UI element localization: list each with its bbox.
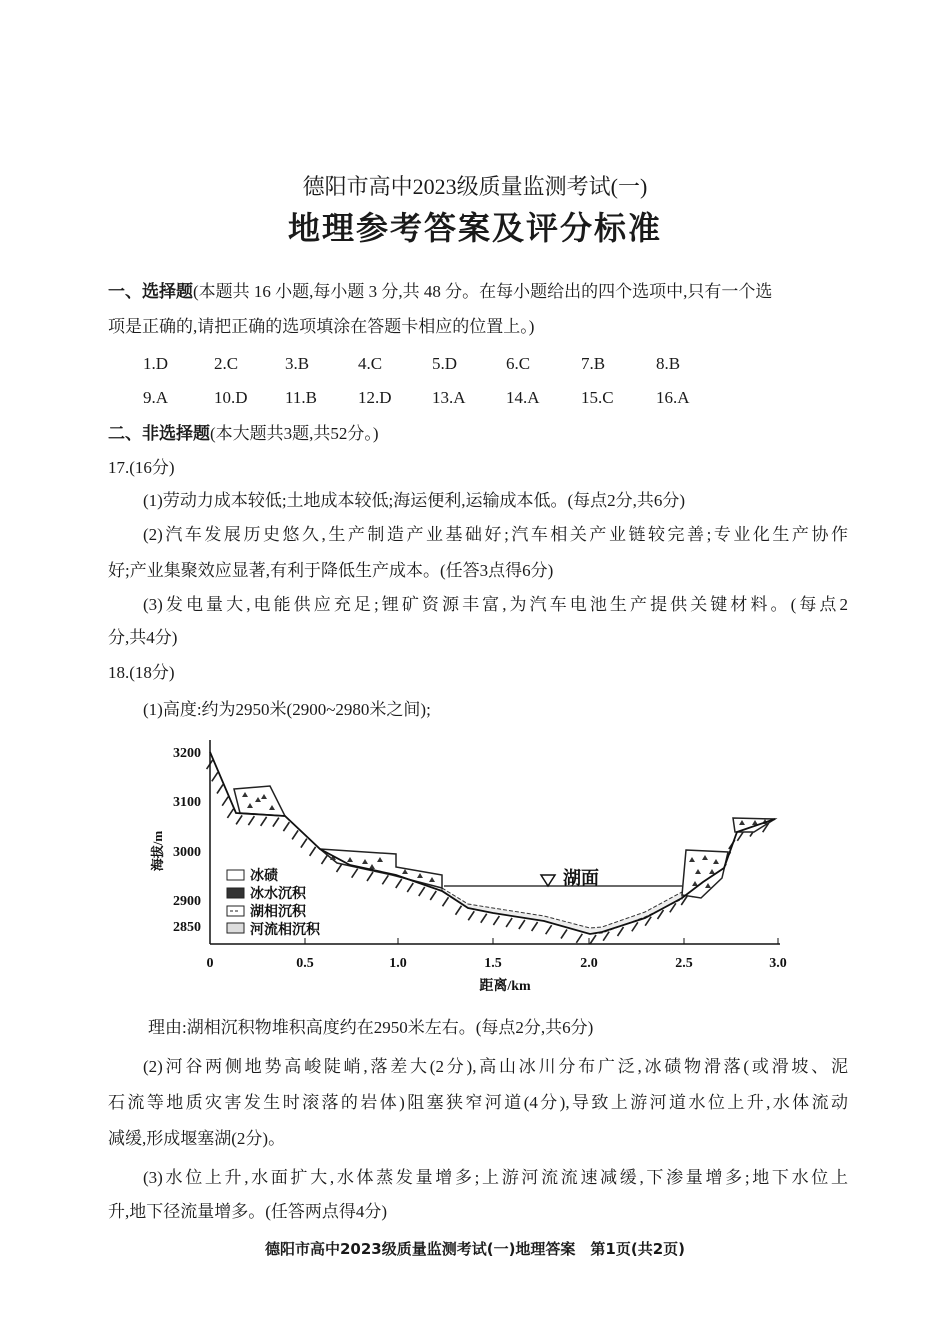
- answer-item: 5.D: [432, 354, 458, 373]
- page-footer: 德阳市高中2023级质量监测考试(一)地理答案 第1页(共2页): [264, 1240, 686, 1258]
- water-level-icon: [541, 875, 555, 886]
- q17-part2-line1: (2)汽车发展历史悠久,生产制造产业基础好;汽车相关产业链较完善;专业化生产协作: [143, 525, 848, 544]
- q17-part3-line2: 分,共4分): [108, 628, 178, 647]
- q17-part3-line1: (3)发电量大,电能供应充足;锂矿资源丰富,为汽车电池生产提供关键材料。(每点2: [143, 595, 848, 614]
- answer-item: 15.C: [581, 388, 614, 407]
- answer-item: 3.B: [285, 354, 310, 373]
- y-ticks: [173, 746, 201, 935]
- x-axis-label: 距离/km: [479, 979, 531, 994]
- section1-heading: 一、选择题: [108, 282, 193, 302]
- legend-swatch-fluvial: [227, 923, 244, 933]
- section1-line1: [108, 281, 772, 303]
- q18-part2-line3: 减缓,形成堰塞湖(2分)。: [108, 1129, 286, 1148]
- y-tick-label: 2900: [173, 894, 201, 909]
- bedrock-hatching: [207, 760, 769, 944]
- section2-desc: (本大题共3题,共52分。): [210, 424, 379, 443]
- answer-item: 7.B: [581, 354, 606, 373]
- legend-label: 冰水沉积: [250, 887, 306, 902]
- answer-item: 12.D: [358, 388, 392, 407]
- section1-desc: (本题共 16 小题,每小题 3 分,共 48 分。在每小题给出的四个选项中,只有一个选: [193, 282, 773, 301]
- y-tick-label: 3100: [173, 795, 201, 810]
- legend-label: 冰碛: [250, 869, 278, 884]
- q18-part2-line2: 石流等地质灾害发生时滚落的岩体)阻塞狭窄河道(4分),导致上游河道水位上升,水体流动: [108, 1093, 848, 1112]
- x-tick-label: 2.5: [675, 956, 693, 971]
- answer-item: 16.A: [656, 388, 690, 407]
- x-tick-label: 0: [206, 956, 214, 971]
- legend-label: 河流相沉积: [250, 923, 320, 938]
- q17-part1: (1)劳动力成本较低;土地成本较低;海运便利,运输成本低。(每点2分,共6分): [143, 491, 686, 510]
- answer-item: 4.C: [358, 354, 383, 373]
- answer-item: 8.B: [656, 354, 681, 373]
- y-tick-label: 2850: [173, 920, 201, 935]
- legend-swatch-moraine: [227, 870, 244, 880]
- q17-title: 17.(16分): [108, 458, 175, 477]
- answer-item: 9.A: [143, 388, 169, 407]
- q18-part2-line1: (2)河谷两侧地势高峻陡峭,落差大(2分),高山冰川分布广泛,冰碛物滑落(或滑坡、泥: [143, 1057, 848, 1076]
- x-tick-label: 1.5: [484, 956, 502, 971]
- q17-part2-line2: 好;产业集聚效应显著,有利于降低生产成本。(任答3点得6分): [108, 561, 554, 580]
- x-tick-label: 1.0: [389, 956, 407, 971]
- q18-part3-line1: (3)水位上升,水面扩大,水体蒸发量增多;上游河流流速减缓,下渗量增多;地下水位上: [143, 1168, 848, 1187]
- answer-item: 6.C: [506, 354, 531, 373]
- exam-title: 德阳市高中2023级质量监测考试(一): [302, 174, 648, 199]
- x-tick-label: 3.0: [769, 956, 787, 971]
- document-title: 地理参考答案及评分标准: [287, 209, 662, 247]
- x-ticks: [207, 938, 787, 971]
- section2-line: [108, 423, 379, 445]
- x-tick-label: 2.0: [580, 956, 598, 971]
- legend-swatch-glaciofluvial: [227, 888, 244, 898]
- answer-item: 13.A: [432, 388, 466, 407]
- q18-title: 18.(18分): [108, 663, 175, 682]
- legend: [227, 867, 321, 938]
- lake-sediment: [442, 888, 682, 934]
- y-tick-label: 3000: [173, 845, 201, 860]
- answer-item: 11.B: [285, 388, 317, 407]
- x-tick-label: 0.5: [296, 956, 314, 971]
- q18-part1: (1)高度:约为2950米(2900~2980米之间);: [143, 700, 431, 719]
- y-axis-label: 海拔/m: [150, 830, 165, 872]
- q18-reason: 理由:湖相沉积物堆积高度约在2950米左右。(每点2分,共6分): [148, 1018, 594, 1037]
- answer-item: 10.D: [214, 388, 248, 407]
- section2-heading: 二、非选择题: [108, 424, 210, 444]
- section1-desc-2: 项是正确的,请把正确的选项填涂在答题卡相应的位置上。): [108, 317, 535, 336]
- answer-item: 1.D: [143, 354, 169, 373]
- answer-item: 14.A: [506, 388, 540, 407]
- q18-part3-line2: 升,地下径流量增多。(任答两点得4分): [108, 1202, 388, 1221]
- bedrock-surface: [210, 752, 775, 934]
- lake-label: 湖面: [563, 868, 599, 888]
- legend-swatch-lacustrine: [227, 906, 244, 916]
- answer-item: 2.C: [214, 354, 239, 373]
- y-tick-label: 3200: [173, 746, 201, 761]
- legend-label: 湖相沉积: [250, 905, 306, 920]
- moraine-deposits: [234, 786, 775, 898]
- moraine-pattern: [242, 792, 768, 888]
